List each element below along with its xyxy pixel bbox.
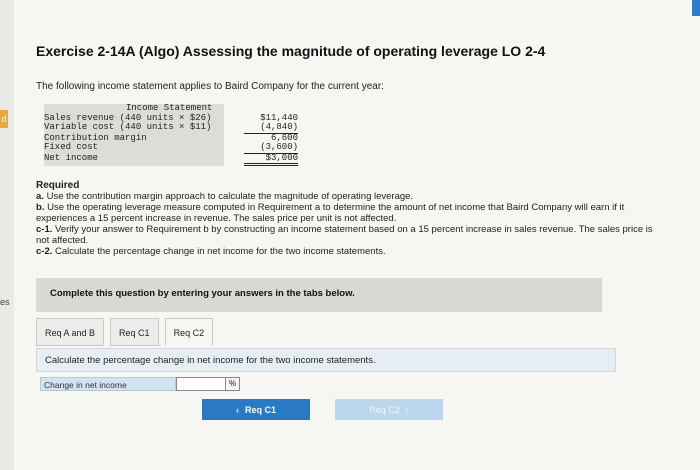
requirement-item (36, 246, 666, 257)
requirement-text: Calculate the percentage change in net income for the two income statements. (55, 246, 386, 257)
left-side-text: es (0, 297, 10, 307)
next-req-button[interactable] (335, 399, 443, 420)
statement-row (44, 123, 324, 134)
tab-req-c2[interactable]: Req C2 (165, 318, 214, 346)
requirement-item (36, 191, 666, 202)
statement-row-label: Contribution margin (44, 134, 224, 144)
question-page (14, 0, 700, 470)
requirement-key: a. (36, 191, 44, 202)
requirements (36, 180, 666, 257)
income-statement-header: Income Statement (44, 104, 224, 114)
requirement-text: Use the contribution margin approach to calculate the magnitude of operating leverage. (46, 191, 414, 202)
requirement-text: Use the operating leverage measure computed in Requirement a to determine the amount of net income that Baird Company will earn if it experiences a 15 percent increase in revenue. The sales price per unit is not affected. (36, 202, 625, 224)
requirement-key: c-2. (36, 246, 53, 257)
tab-req-a-and-b[interactable]: Req A and B (36, 318, 104, 346)
statement-row-label: Sales revenue (440 units × $26) (44, 114, 224, 124)
statement-row-label: Variable cost (440 units × $11) (44, 123, 224, 134)
statement-row-value: $3,000 (244, 154, 298, 167)
percent-unit: % (226, 377, 240, 391)
prev-req-button[interactable] (202, 399, 310, 420)
requirement-key: b. (36, 202, 45, 213)
answer-row (40, 377, 240, 391)
requirements-heading: Required (36, 180, 80, 191)
exercise-intro: The following income statement applies to Baird Company for the current year: (36, 81, 384, 92)
right-edge-tab[interactable] (692, 0, 700, 16)
statement-row-value: (3,600) (244, 143, 298, 154)
requirement-item (36, 202, 666, 224)
statement-row-label: Net income (44, 154, 224, 167)
income-statement (44, 104, 324, 166)
next-req-label: Req C2 (369, 404, 400, 415)
change-in-net-income-input[interactable] (176, 377, 226, 391)
chevron-left-icon: ‹ (235, 404, 239, 415)
exercise-title: Exercise 2-14A (Algo) Assessing the magnitude of operating leverage LO 2-4 (36, 43, 546, 59)
statement-row-value: 6,600 (270, 132, 298, 143)
prev-req-label: Req C1 (244, 404, 276, 415)
answer-label: Change in net income (40, 377, 176, 391)
instructions-banner: Complete this question by entering your answers in the tabs below. (36, 278, 602, 312)
chevron-right-icon: › (405, 404, 409, 415)
statement-row-value: $11,440 (260, 112, 298, 123)
statement-row-value: (4,840) (244, 123, 298, 134)
left-strip (0, 0, 14, 470)
statement-row (44, 143, 324, 154)
statement-row-label: Fixed cost (44, 143, 224, 154)
tab-req-c1[interactable]: Req C1 (110, 318, 159, 346)
tab-instruction: Calculate the percentage change in net income for the two income statements. (36, 348, 616, 372)
statement-row (44, 154, 324, 167)
left-side-tab[interactable]: d (0, 110, 8, 128)
requirement-tabs (36, 318, 213, 348)
requirement-text: Verify your answer to Requirement b by constructing an income statement based on a 15 percent increase in sales revenue. The sales price is not affected. (36, 224, 653, 246)
requirement-item (36, 224, 666, 246)
requirement-key: c-1. (36, 224, 53, 235)
